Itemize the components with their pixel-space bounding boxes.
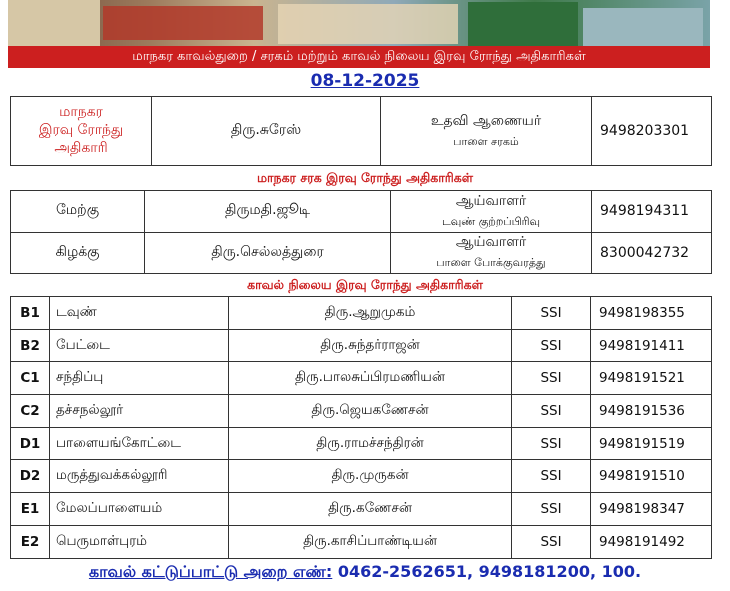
phone-cell: 9498191521 (591, 362, 712, 395)
control-room-footer (0, 562, 730, 583)
station-officer-table (10, 296, 712, 559)
table-row (11, 297, 712, 330)
banner-photo-bus (468, 2, 578, 46)
station-code-cell: D1 (11, 427, 50, 460)
table-row (11, 395, 712, 428)
officer-name-cell: திரு.பாலசுப்பிரமணியன் (229, 362, 512, 395)
zone-cell: கிழக்கு (11, 232, 145, 274)
station-name-cell: டவுண் (50, 297, 229, 330)
zone-cell: மேற்கு (11, 191, 145, 233)
officer-name-cell: திரு.சுந்தர்ராஜன் (229, 329, 512, 362)
table-row (11, 191, 712, 233)
banner-photo-road (583, 8, 703, 46)
metro-officer-phone: 9498203301 (592, 97, 712, 166)
metro-officer-table (10, 96, 712, 166)
phone-cell: 8300042732 (592, 232, 712, 274)
phone-cell: 9498191411 (591, 329, 712, 362)
rank-cell: SSI (512, 362, 591, 395)
control-room-numbers: 0462-2562651, 9498181200, 100. (337, 562, 642, 581)
station-code-cell: D2 (11, 460, 50, 493)
station-name-cell: பெருமாள்புரம் (50, 525, 229, 558)
phone-cell: 9498191519 (591, 427, 712, 460)
designation-cell: ஆய்வாளர் பாளை போக்குவரத்து (391, 232, 592, 274)
metro-officer-label: மாநகர இரவு ரோந்து அதிகாரி (11, 97, 152, 166)
metro-officer-name: திரு.சுரேஸ் (152, 97, 381, 166)
officer-name-cell: திரு.முருகன் (229, 460, 512, 493)
station-code-cell: B2 (11, 329, 50, 362)
officer-name-cell: திரு.கணேசன் (229, 493, 512, 526)
officer-name-cell: திரு.செல்லத்துரை (145, 232, 391, 274)
range-section-heading: மாநகர சரக இரவு ரோந்து அதிகாரிகள் (256, 170, 474, 185)
table-row (11, 460, 712, 493)
rank-cell: SSI (512, 427, 591, 460)
station-name-cell: மேலப்பாளையம் (50, 493, 229, 526)
station-code-cell: B1 (11, 297, 50, 330)
table-row (11, 362, 712, 395)
officer-name-cell: திரு.ராமச்சந்திரன் (229, 427, 512, 460)
rank-cell: SSI (512, 493, 591, 526)
phone-cell: 9498191536 (591, 395, 712, 428)
station-code-cell: C2 (11, 395, 50, 428)
table-row (11, 493, 712, 526)
rank-cell: SSI (512, 297, 591, 330)
officer-name-cell: திருமதி.ஜூடி (145, 191, 391, 233)
header-banner-photo (8, 0, 710, 46)
officer-name-cell: திரு.ஜெயகணேசன் (229, 395, 512, 428)
phone-cell: 9498198355 (591, 297, 712, 330)
rank-cell: SSI (512, 395, 591, 428)
table-row (11, 329, 712, 362)
table-row (11, 232, 712, 274)
station-name-cell: பேட்டை (50, 329, 229, 362)
station-section-heading: காவல் நிலைய இரவு ரோந்து அதிகாரிகள் (247, 277, 483, 292)
station-code-cell: E2 (11, 525, 50, 558)
metro-officer-designation: உதவி ஆணையர் பாளை சரகம் (381, 97, 592, 166)
designation-cell: ஆய்வாளர் டவுண் குற்றப்பிரிவு (391, 191, 592, 233)
rank-cell: SSI (512, 329, 591, 362)
station-code-cell: C1 (11, 362, 50, 395)
control-room-label: காவல் கட்டுப்பாட்டு அறை எண்: (88, 562, 333, 581)
officer-name-cell: திரு.காசிப்பாண்டியன் (229, 525, 512, 558)
banner-photo-gate (278, 4, 458, 44)
station-code-cell: E1 (11, 493, 50, 526)
station-name-cell: சந்திப்பு (50, 362, 229, 395)
table-row (11, 427, 712, 460)
phone-cell: 9498191510 (591, 460, 712, 493)
rank-cell: SSI (512, 460, 591, 493)
rank-cell: SSI (512, 525, 591, 558)
phone-cell: 9498198347 (591, 493, 712, 526)
page-title: மாநகர காவல்துறை / சரகம் மற்றும் காவல் நிலைய இரவு ரோந்து அதிகாரிகள் (8, 46, 710, 68)
report-date: 08-12-2025 (310, 71, 420, 91)
table-row (11, 525, 712, 558)
officer-name-cell: திரு.ஆறுமுகம் (229, 297, 512, 330)
banner-photo-building (103, 6, 263, 40)
station-name-cell: மருத்துவக்கல்லூரி (50, 460, 229, 493)
phone-cell: 9498191492 (591, 525, 712, 558)
station-name-cell: தச்சநல்லூர் (50, 395, 229, 428)
phone-cell: 9498194311 (592, 191, 712, 233)
station-name-cell: பாளையங்கோட்டை (50, 427, 229, 460)
police-logo-placard (8, 0, 100, 46)
range-officer-table (10, 190, 712, 274)
